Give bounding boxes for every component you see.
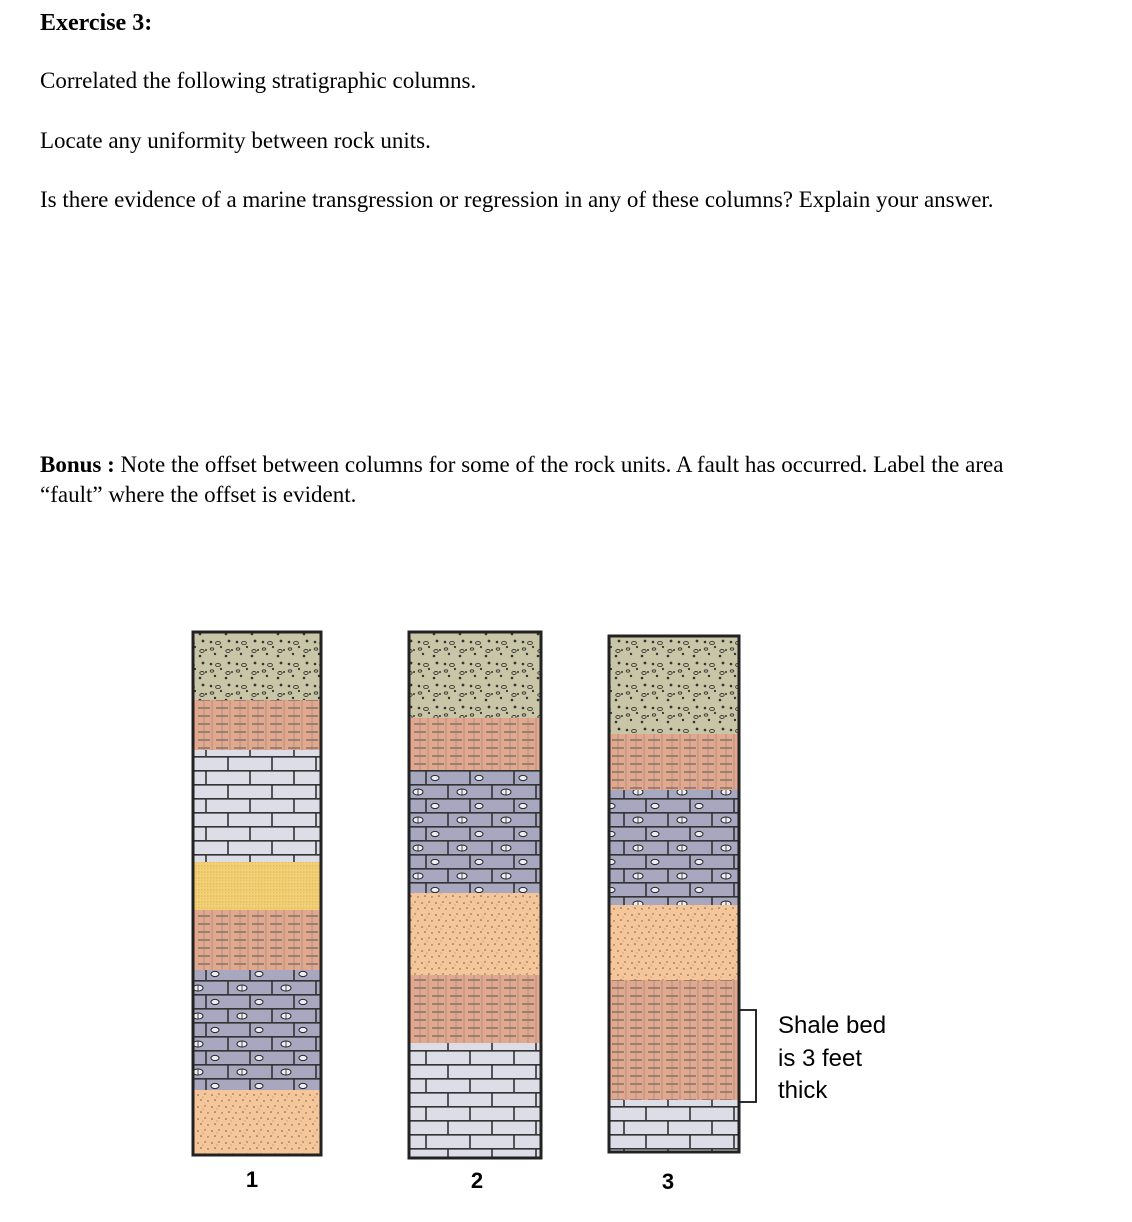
column-2-layer-shale [409,975,541,1043]
annotation-line-1: Shale bed [778,1012,887,1039]
column-3-layer-conglomerate [609,636,739,734]
column-2 [409,632,541,1158]
column-3-layer-shale [609,734,739,790]
column-3 [609,636,739,1152]
column-1-layer-fossil-limestone [193,970,321,1090]
exercise-title: Exercise 3: [40,10,153,36]
question-transgression: Is there evidence of a marine transgression or regression in any of these columns? Explain your answer. [40,187,994,212]
stratigraphic-columns-diagram [0,600,1132,1210]
column-label-3: 3 [661,1169,675,1194]
column-3-layer-fossil-limestone [609,790,739,905]
bonus-paragraph [40,450,1050,510]
column-1-layer-conglomerate [193,632,321,700]
column-3-layer-limestone [609,1100,739,1152]
bonus-label: Bonus : [40,452,115,477]
column-1-layer-sandstone [193,1090,321,1155]
bonus-text: Note the offset between columns for some of the rock units. A fault has occurred. Label the area “fault” where the offset is evident. [40,452,1004,507]
column-2-layer-sandstone [409,893,541,975]
column-1-layer-shale [193,910,321,970]
annotation-line-3: thick [778,1077,828,1104]
shale-bed-bracket [740,1010,756,1102]
instruction-uniformity: Locate any uniformity between rock units. [40,128,431,153]
instruction-correlate: Correlated the following stratigraphic columns. [40,68,477,93]
column-1-layer-siltstone [193,862,321,910]
column-2-layer-limestone [409,1043,541,1158]
column-1 [193,632,321,1155]
column-2-layer-fossil-limestone [409,770,541,893]
column-2-layer-conglomerate [409,632,541,718]
column-label-2: 2 [470,1168,484,1193]
column-3-layer-sandstone [609,905,739,980]
column-1-layer-shale [193,700,321,750]
annotation-line-2: is 3 feet [778,1045,863,1072]
column-3-layer-shale [609,980,739,1100]
column-2-layer-shale [409,718,541,770]
column-1-layer-limestone [193,750,321,862]
column-label-1: 1 [245,1167,259,1192]
